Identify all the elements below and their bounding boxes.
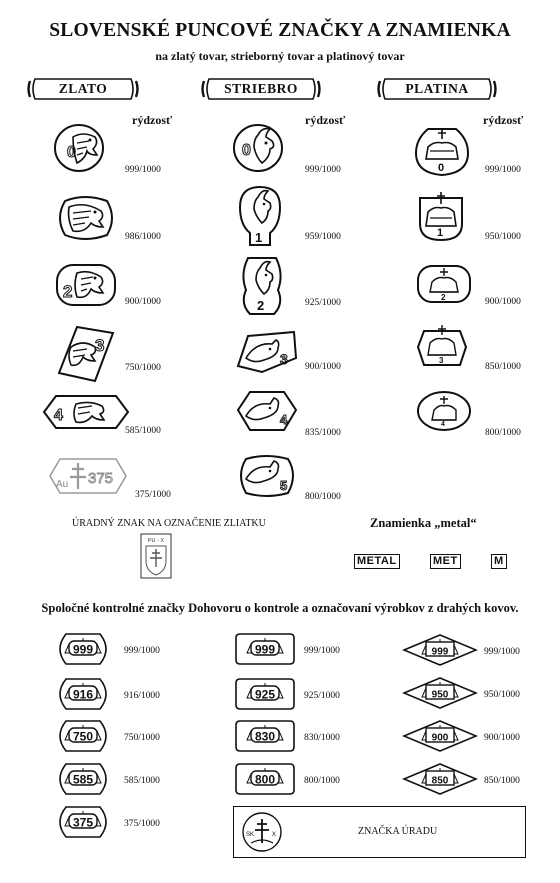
svg-text:999: 999 bbox=[72, 642, 94, 657]
balance-scale-icon bbox=[234, 719, 296, 753]
gold-mark-375 bbox=[48, 455, 128, 502]
convention-silver-fineness-830: 830/1000 bbox=[304, 733, 340, 743]
svg-text:925: 925 bbox=[254, 687, 276, 702]
platinum-mark-850 bbox=[416, 323, 468, 374]
metal-mark-metal: METAL bbox=[354, 554, 400, 569]
silver-fineness-800: 800/1000 bbox=[305, 492, 341, 502]
gold-mark-999 bbox=[53, 123, 105, 178]
platinum-fineness-999: 999/1000 bbox=[485, 165, 521, 175]
svg-text:2: 2 bbox=[441, 293, 446, 302]
cross-icon bbox=[48, 455, 128, 497]
page-title: SLOVENSKÉ PUNCOVÉ ZNAČKY A ZNAMIENKA bbox=[49, 20, 511, 41]
balance-scale-icon bbox=[234, 762, 296, 796]
eagle-head-icon bbox=[55, 263, 117, 307]
svg-text:800: 800 bbox=[254, 772, 276, 787]
goat-head-icon bbox=[232, 123, 284, 173]
convention-gold-mark-750 bbox=[52, 719, 114, 758]
balance-scale-icon bbox=[52, 762, 114, 796]
silver-fineness-999: 999/1000 bbox=[305, 165, 341, 175]
convention-silver-mark-999 bbox=[234, 632, 296, 671]
platinum-mark-950 bbox=[416, 190, 466, 247]
balance-scale-icon bbox=[52, 677, 114, 711]
convention-platinum-mark-850 bbox=[402, 762, 478, 801]
convention-gold-mark-999 bbox=[52, 632, 114, 671]
convention-silver-fineness-999: 999/1000 bbox=[304, 646, 340, 656]
balance-scale-icon bbox=[52, 632, 114, 666]
svg-text:999: 999 bbox=[431, 646, 449, 658]
silver-mark-999 bbox=[232, 123, 284, 178]
office-cross-icon bbox=[241, 811, 283, 853]
silver-fineness-835: 835/1000 bbox=[305, 428, 341, 438]
eagle-head-icon bbox=[42, 392, 130, 432]
svg-text:0: 0 bbox=[438, 162, 445, 174]
platinum-fineness-950: 950/1000 bbox=[485, 232, 521, 242]
convention-silver-mark-800 bbox=[234, 762, 296, 801]
gold-fineness-900: 900/1000 bbox=[125, 297, 161, 307]
convention-platinum-fineness-950: 950/1000 bbox=[484, 690, 520, 700]
balance-scale-icon bbox=[234, 677, 296, 711]
svg-text:PU - X: PU - X bbox=[147, 538, 165, 544]
ingot-mark-title: ÚRADNÝ ZNAK NA OZNAČENIE ZLIATKU bbox=[72, 518, 266, 529]
goat-head-icon bbox=[238, 254, 286, 318]
platinum-fineness-800: 800/1000 bbox=[485, 428, 521, 438]
svg-text:750: 750 bbox=[72, 729, 94, 744]
balance-scale-icon bbox=[402, 676, 478, 710]
svg-text:830: 830 bbox=[254, 729, 276, 744]
platinum-mark-800 bbox=[416, 390, 472, 437]
balance-scale-icon bbox=[402, 762, 478, 796]
svg-text:585: 585 bbox=[72, 772, 94, 787]
svg-text:5: 5 bbox=[280, 478, 288, 493]
platinum-header bbox=[377, 77, 497, 101]
svg-text:3: 3 bbox=[280, 351, 288, 367]
silver-mark-800 bbox=[236, 455, 298, 502]
silver-fineness-900: 900/1000 bbox=[305, 362, 341, 372]
convention-gold-mark-585 bbox=[52, 762, 114, 801]
svg-text:950: 950 bbox=[431, 689, 449, 701]
balance-scale-icon bbox=[402, 719, 478, 753]
metal-marks-title: Znamienka „metal“ bbox=[370, 516, 477, 530]
convention-gold-fineness-916: 916/1000 bbox=[124, 691, 160, 701]
silver-header bbox=[201, 77, 321, 101]
silver-mark-900 bbox=[234, 330, 300, 379]
silver-fineness-925: 925/1000 bbox=[305, 298, 341, 308]
gold-header-label: ZLATO bbox=[58, 81, 108, 96]
gold-mark-900 bbox=[55, 263, 117, 312]
balance-scale-icon bbox=[234, 632, 296, 666]
crown-icon bbox=[414, 125, 470, 177]
balance-scale-icon bbox=[52, 719, 114, 753]
convention-platinum-fineness-900: 900/1000 bbox=[484, 733, 520, 743]
svg-text:375: 375 bbox=[72, 815, 94, 830]
gold-fineness-750: 750/1000 bbox=[125, 363, 161, 373]
convention-gold-fineness-999: 999/1000 bbox=[124, 646, 160, 656]
convention-silver-mark-925 bbox=[234, 677, 296, 716]
goat-head-icon bbox=[234, 330, 300, 374]
convention-gold-mark-916 bbox=[52, 677, 114, 716]
convention-silver-mark-830 bbox=[234, 719, 296, 758]
gold-header bbox=[27, 77, 139, 101]
svg-text:2: 2 bbox=[257, 298, 265, 313]
convention-gold-fineness-585: 585/1000 bbox=[124, 776, 160, 786]
platinum-header-label: PLATINA bbox=[405, 81, 469, 96]
eagle-head-icon bbox=[53, 123, 105, 173]
gold-mark-750 bbox=[55, 323, 117, 390]
svg-text:4: 4 bbox=[441, 421, 445, 428]
silver-fineness-959: 959/1000 bbox=[305, 232, 341, 242]
gold-mark-585 bbox=[42, 392, 130, 437]
gold-fineness-585: 585/1000 bbox=[125, 426, 161, 436]
silver-fineness-header: rýdzosť bbox=[305, 113, 346, 127]
svg-text:1: 1 bbox=[255, 230, 263, 245]
crown-icon bbox=[416, 323, 468, 369]
platinum-fineness-header: rýdzosť bbox=[483, 113, 524, 127]
silver-mark-925 bbox=[238, 254, 286, 323]
svg-text:Au: Au bbox=[56, 479, 69, 490]
balance-scale-icon bbox=[402, 633, 478, 667]
platinum-mark-999 bbox=[414, 125, 470, 182]
svg-text:900: 900 bbox=[431, 732, 449, 744]
convention-platinum-fineness-999: 999/1000 bbox=[484, 647, 520, 657]
convention-platinum-mark-950 bbox=[402, 676, 478, 715]
svg-text:0: 0 bbox=[242, 142, 251, 159]
convention-gold-fineness-375: 375/1000 bbox=[124, 819, 160, 829]
convention-platinum-mark-999 bbox=[402, 633, 478, 672]
gold-mark-986 bbox=[55, 195, 117, 246]
convention-title: Spoločné kontrolné značky Dohovoru o kontrole a označovaní výrobkov z drahých kovov. bbox=[41, 601, 519, 615]
gold-fineness-986: 986/1000 bbox=[125, 232, 161, 242]
crown-icon bbox=[416, 190, 466, 242]
crown-icon bbox=[416, 390, 472, 432]
convention-silver-fineness-800: 800/1000 bbox=[304, 776, 340, 786]
convention-platinum-fineness-850: 850/1000 bbox=[484, 776, 520, 786]
eagle-head-icon bbox=[55, 323, 117, 385]
ingot-mark bbox=[140, 533, 172, 584]
silver-mark-959 bbox=[236, 185, 284, 252]
svg-text:0: 0 bbox=[67, 144, 76, 161]
crown-icon bbox=[416, 264, 472, 304]
svg-text:850: 850 bbox=[431, 775, 449, 787]
svg-text:375: 375 bbox=[88, 470, 114, 487]
platinum-fineness-850: 850/1000 bbox=[485, 362, 521, 372]
goat-head-icon bbox=[236, 185, 284, 247]
gold-fineness-header: rýdzosť bbox=[132, 113, 173, 127]
office-mark-label: ZNAČKA ÚRADU bbox=[358, 826, 438, 837]
svg-text:1: 1 bbox=[437, 227, 444, 239]
convention-gold-mark-375 bbox=[52, 805, 114, 844]
metal-mark-m: M bbox=[491, 554, 507, 569]
goat-head-icon bbox=[236, 390, 298, 432]
svg-text:4: 4 bbox=[54, 407, 63, 424]
svg-text:3: 3 bbox=[95, 336, 105, 355]
eagle-head-icon bbox=[55, 195, 117, 241]
convention-gold-fineness-750: 750/1000 bbox=[124, 733, 160, 743]
balance-scale-icon bbox=[52, 805, 114, 839]
silver-mark-835 bbox=[236, 390, 298, 437]
shield-cross-icon bbox=[140, 533, 172, 579]
svg-text:916: 916 bbox=[72, 687, 94, 702]
goat-head-icon bbox=[236, 455, 298, 497]
metal-mark-met: MET bbox=[430, 554, 461, 569]
svg-text:3: 3 bbox=[439, 356, 444, 365]
platinum-mark-900 bbox=[416, 264, 472, 309]
convention-platinum-mark-900 bbox=[402, 719, 478, 758]
gold-fineness-375: 375/1000 bbox=[135, 490, 171, 500]
svg-text:999: 999 bbox=[254, 642, 276, 657]
svg-text:2: 2 bbox=[63, 282, 73, 301]
office-mark bbox=[241, 811, 283, 858]
svg-text:SK: SK bbox=[246, 832, 255, 838]
silver-header-label: STRIEBRO bbox=[224, 81, 298, 96]
platinum-fineness-900: 900/1000 bbox=[485, 297, 521, 307]
svg-text:X: X bbox=[272, 832, 277, 838]
convention-silver-fineness-925: 925/1000 bbox=[304, 691, 340, 701]
page-subtitle: na zlatý tovar, strieborný tovar a platinový tovar bbox=[155, 49, 405, 63]
gold-fineness-999: 999/1000 bbox=[125, 165, 161, 175]
svg-text:4: 4 bbox=[280, 412, 288, 427]
